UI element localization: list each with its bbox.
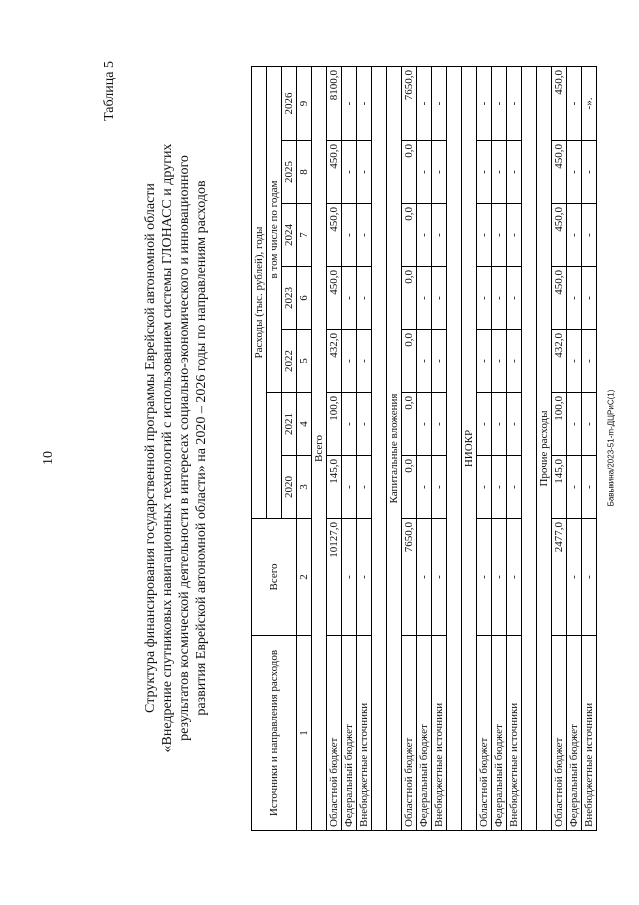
row-value: -». (582, 67, 597, 141)
row-label: Федеральный бюджет (417, 636, 432, 831)
row-value: - (417, 330, 432, 393)
row-value: 0,0 (402, 267, 417, 330)
financing-table (251, 66, 597, 831)
row-value: - (507, 393, 522, 456)
row-value: - (507, 141, 522, 204)
row-label: Областной бюджет (402, 636, 417, 831)
header-year: 2026 (282, 67, 297, 141)
header-in-that: в том числе по годам (267, 67, 282, 393)
row-total: 10127,0 (327, 519, 342, 636)
row-value: - (567, 204, 582, 267)
row-value: 450,0 (327, 267, 342, 330)
row-value: - (492, 393, 507, 456)
row-value: - (582, 456, 597, 519)
table-row (357, 67, 372, 831)
row-label: Областной бюджет (477, 636, 492, 831)
row-label: Внебюджетные источники (432, 636, 447, 831)
table-row (432, 67, 447, 831)
row-value: 7650,0 (402, 67, 417, 141)
row-value: - (492, 330, 507, 393)
table-header (252, 67, 312, 831)
table-row (417, 67, 432, 831)
row-value: - (357, 141, 372, 204)
table-row (402, 67, 417, 831)
column-number: 2 (297, 519, 312, 636)
row-value: - (507, 267, 522, 330)
row-label: Внебюджетные источники (582, 636, 597, 831)
row-value: - (507, 204, 522, 267)
row-value: - (417, 393, 432, 456)
header-year: 2023 (282, 267, 297, 330)
title-line: «Внедрение спутниковых навигационных технологий с использованием системы ГЛОНАСС и других (160, 143, 175, 753)
column-number: 4 (297, 393, 312, 456)
row-value: 0,0 (402, 204, 417, 267)
column-number: 3 (297, 456, 312, 519)
row-value: - (432, 141, 447, 204)
row-value: - (477, 267, 492, 330)
row-label: Федеральный бюджет (492, 636, 507, 831)
document-title (142, 53, 210, 843)
header-year: 2020 (282, 456, 297, 519)
row-value: - (477, 204, 492, 267)
spacer-cell (522, 67, 537, 831)
spacer-row (522, 67, 537, 831)
row-value: - (507, 67, 522, 141)
row-value: - (342, 267, 357, 330)
row-value: 145,0 (327, 456, 342, 519)
row-value: - (432, 330, 447, 393)
footer-code: Бавыкина/2023-51-m-ДЦРиС(1) (606, 389, 616, 507)
row-value: - (357, 267, 372, 330)
spacer-cell (447, 67, 462, 831)
row-value: - (567, 456, 582, 519)
row-value: 450,0 (552, 141, 567, 204)
row-total: - (567, 519, 582, 636)
row-value: - (342, 330, 357, 393)
row-value: 0,0 (402, 330, 417, 393)
row-value: - (582, 330, 597, 393)
column-number: 6 (297, 267, 312, 330)
section-row (462, 67, 477, 831)
row-value: - (432, 204, 447, 267)
rotated-table-block (102, 53, 595, 843)
spacer-row (447, 67, 462, 831)
row-value: - (567, 330, 582, 393)
row-value: - (582, 393, 597, 456)
row-value: - (417, 267, 432, 330)
row-label: Федеральный бюджет (342, 636, 357, 831)
table-row (567, 67, 582, 831)
header-expenses: Расходы (тыс. рублей), годы (252, 67, 267, 519)
table-body (312, 67, 597, 831)
row-value: - (492, 141, 507, 204)
header-total: Всего (252, 519, 297, 636)
table-row (477, 67, 492, 831)
row-value: - (477, 67, 492, 141)
header-year: 2021 (282, 393, 297, 456)
column-number: 5 (297, 330, 312, 393)
row-value: 0,0 (402, 141, 417, 204)
row-value: - (357, 204, 372, 267)
row-total: - (477, 519, 492, 636)
row-label: Областной бюджет (327, 636, 342, 831)
column-number-row (297, 67, 312, 831)
spacer-cell (372, 67, 387, 831)
row-total: - (342, 519, 357, 636)
row-value: - (417, 204, 432, 267)
table-row (552, 67, 567, 831)
row-value: - (567, 393, 582, 456)
row-value: - (582, 267, 597, 330)
row-value: 450,0 (552, 204, 567, 267)
row-value: - (477, 330, 492, 393)
header-year: 2025 (282, 141, 297, 204)
row-value: - (567, 141, 582, 204)
table-row (507, 67, 522, 831)
header-sources: Источники и направления расходов (252, 636, 297, 831)
row-value: - (342, 393, 357, 456)
row-value: - (432, 67, 447, 141)
header-empty (267, 393, 282, 519)
section-row (387, 67, 402, 831)
row-value: 0,0 (402, 456, 417, 519)
row-value: - (342, 141, 357, 204)
row-value: 432,0 (327, 330, 342, 393)
row-value: 432,0 (552, 330, 567, 393)
row-value: - (492, 204, 507, 267)
row-value: - (342, 456, 357, 519)
row-value: - (477, 393, 492, 456)
row-total: 2477,0 (552, 519, 567, 636)
row-value: - (432, 393, 447, 456)
row-label: Областной бюджет (552, 636, 567, 831)
row-value: - (507, 330, 522, 393)
row-value: - (342, 204, 357, 267)
row-value: 450,0 (327, 141, 342, 204)
header-year: 2024 (282, 204, 297, 267)
row-value: - (342, 67, 357, 141)
row-value: - (432, 267, 447, 330)
row-value: 100,0 (327, 393, 342, 456)
section-title: Всего (312, 67, 327, 831)
row-label: Внебюджетные источники (507, 636, 522, 831)
row-value: - (357, 330, 372, 393)
section-title: Прочие расходы (537, 67, 552, 831)
row-value: - (507, 456, 522, 519)
table-label: Таблица 5 (102, 61, 117, 121)
table-row (342, 67, 357, 831)
header-row (252, 67, 267, 831)
table-row (582, 67, 597, 831)
row-label: Федеральный бюджет (567, 636, 582, 831)
section-title: Капитальные вложения (387, 67, 402, 831)
row-value: - (492, 67, 507, 141)
row-value: - (417, 141, 432, 204)
row-value: - (417, 67, 432, 141)
header-year: 2022 (282, 330, 297, 393)
row-value: 450,0 (552, 67, 567, 141)
row-value: 0,0 (402, 393, 417, 456)
row-label: Внебюджетные источники (357, 636, 372, 831)
row-value: - (432, 456, 447, 519)
column-number: 9 (297, 67, 312, 141)
row-value: - (477, 141, 492, 204)
row-value: - (417, 456, 432, 519)
row-value: 145,0 (552, 456, 567, 519)
row-total: - (507, 519, 522, 636)
column-number: 8 (297, 141, 312, 204)
row-value: 450,0 (552, 267, 567, 330)
row-total: - (417, 519, 432, 636)
row-value: - (567, 67, 582, 141)
row-value: - (582, 204, 597, 267)
spacer-row (372, 67, 387, 831)
row-value: - (357, 393, 372, 456)
row-value: - (492, 267, 507, 330)
table-row (492, 67, 507, 831)
row-value: - (567, 267, 582, 330)
row-value: 100,0 (552, 393, 567, 456)
title-line: результатов космической деятельности в интересах социально-экономического и инновационного (177, 155, 192, 741)
row-total: 7650,0 (402, 519, 417, 636)
row-value: - (582, 141, 597, 204)
row-value: 450,0 (327, 204, 342, 267)
section-row (537, 67, 552, 831)
row-value: - (492, 456, 507, 519)
row-value: - (477, 456, 492, 519)
table-row (327, 67, 342, 831)
row-value: - (357, 67, 372, 141)
title-line: развития Еврейской автономной области» на 2020 – 2026 годы по направлениям расходов (194, 180, 209, 716)
page-number: 10 (41, 451, 56, 465)
row-total: - (432, 519, 447, 636)
section-title: НИОКР (462, 67, 477, 831)
column-number: 7 (297, 204, 312, 267)
column-number: 1 (297, 636, 312, 831)
section-row (312, 67, 327, 831)
row-value: 8100,0 (327, 67, 342, 141)
row-total: - (582, 519, 597, 636)
title-line: Структура финансирования государственной программы Еврейской автономной области (143, 183, 158, 713)
row-value: - (357, 456, 372, 519)
row-total: - (492, 519, 507, 636)
row-total: - (357, 519, 372, 636)
